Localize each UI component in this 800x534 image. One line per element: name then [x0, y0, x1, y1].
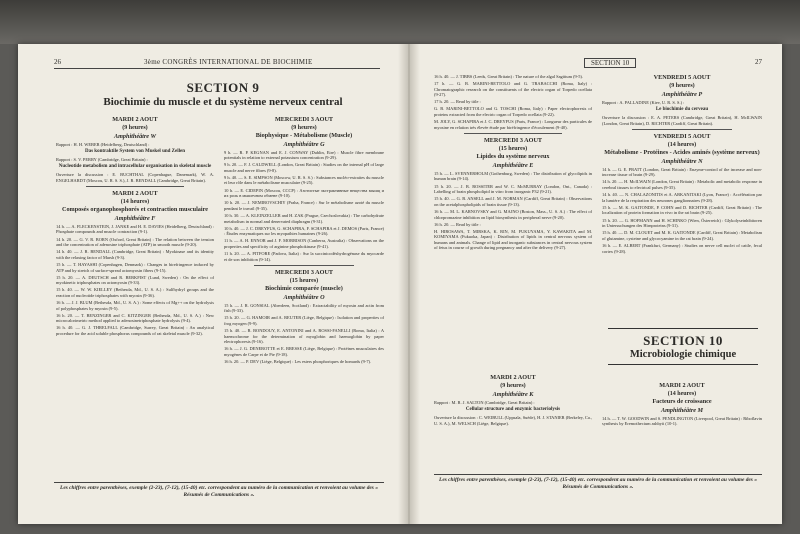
session-time: (14 heures) — [667, 391, 697, 397]
session-topic: Biophysique - Métabolisme (Muscle) — [255, 132, 353, 139]
talk-entry: 15 h. 20. — J. B. ROSSITER and W. C. McMURRAY (London, Ont., Canada) : Labelling of brain phospholipid in vitro from inorganic P32 (9-21). — [434, 183, 592, 195]
top-shadow — [0, 0, 800, 44]
right-footnote: Les chiffres entre parenthèses, exemple (2-23), (7-12), (15-40) etc. correspondent au numéro de la communication et renvoient au volume des « Résumés de Communications ». — [434, 474, 762, 491]
session-time: (9 heures) — [122, 125, 148, 131]
amphitheatre: Amphithéâtre N — [661, 157, 703, 165]
rapport: Rapport : H. H. WEBER (Heidelberg, Deutschland) : — [56, 142, 150, 147]
talk-entry: 9 h. 40. — S. E. SIMPSON (Moscow, U. R. S. S.) : Substances nucléo-extraites du muscle et leur rôle dans le métabolisme musculaire (9-25). — [224, 174, 384, 186]
amphitheatre: Amphithéâtre W — [113, 133, 156, 140]
session-time: (9 heures) — [669, 83, 695, 89]
divider — [632, 129, 732, 130]
report-topic: Cellular structure and enzymic bacteriolysis — [465, 407, 561, 413]
section9-title: SECTION 9 — [186, 80, 260, 95]
section10-subtitle: Microbiologie chimique — [629, 349, 737, 360]
rapport: Rapport : A. PALLADINE (Kiev, U. R. S. S.) : — [602, 100, 685, 105]
talk-entry: 10 h. — E. CIDEPIN (Moscou, CCCP) : Азотистые экстрактивные вещества мышц и их роль в мышечном обмене (9-10). — [224, 187, 384, 199]
report-topic: Das kontraktile System von Muskel und Zellen — [84, 149, 185, 155]
report-topic: Le biochimie du cerveau — [655, 107, 709, 113]
divider — [254, 265, 354, 266]
session-time: (9 heures) — [291, 125, 317, 131]
day-heading: MARDI 2 AOUT — [659, 382, 705, 389]
talk-entry: 15 h. — J. R. GONSIAL (Aberdeen, Scotland) : Extractability of myosin and actin from fish (9-33). — [224, 302, 384, 314]
left-column-1 — [56, 116, 214, 338]
session-time: (15 heures) — [289, 278, 319, 285]
session-time: (14 heures) — [120, 199, 150, 206]
day-heading: VENDREDI 5 AOUT — [653, 74, 711, 81]
talk-entry: 16 h. — E. ALBERT (Frankfurt, Germany) : Studies on nerve cell nuclei of cattle, fecal cortex (9-28). — [602, 242, 762, 254]
right-page — [418, 44, 782, 524]
discussion: Ouverture la discussion : E. A. PETERS (Cambridge, Great Britain), H. McILWAIN (London, Great Britain), D. RICHTER (Cardiff, Great Britain). — [602, 115, 762, 126]
section9-heading — [58, 80, 388, 108]
talk-entry: 11 h. — A. H. ENNOR and J. F. MORRISON (Canberra, Australia) : Observations on the properties and specificity of arginine phosphokinase (9-41). — [224, 238, 384, 249]
section9-subtitle: Biochimie du muscle et du système nerveux central — [103, 96, 343, 108]
talk-entry: 14 h. 40. — N. CHALAZONITIS et A. ARKANITAKI (Lyon, France) : Accélération par la lumière de la respiration des neurones ganglionnaires (9-28). — [602, 192, 762, 203]
rapport: Rapport : S. V. PERRY (Cambridge, Great Britain) : — [56, 157, 148, 163]
session-topic: Biochimie comparée (muscle) — [265, 285, 343, 293]
talk-entry: 14 h. 40. — J. R. BENDALL (Cambridge, Great Britain) : Myokinase and its identity with the relaxing factor of Marsh (9-3). — [56, 249, 214, 260]
right-page-number: 27 — [755, 58, 762, 66]
talk-entry: 16 h. — M. L. KARNOVSKY and G. MAJNO (Boston, Mass., U. S. A.) : The effect of chlorpromazine inhibition on lipid biosynthesis in peripheral nerve (9-20). — [434, 208, 592, 220]
session-topic: Facteurs de croissance — [652, 398, 712, 405]
talk-entry: 17 h. 20. — Read by title : — [434, 99, 481, 105]
right-header — [434, 58, 762, 68]
talk-entry: 16 h. — J. G. DENEROTTE et E. BRESSE (Liège, Belgique) : Protéines musculaires des myogènes de Carpe et de Pie (9-18). — [224, 346, 384, 357]
talk-entry: 15 h. 40. — R. BONDOUY, E. ANTONINI and A. ROSSI-FANELLI (Roma, Italia) : A haemochrome for the determination of myoglobin and haemoglobin by paper electrophoresis (9-16). — [224, 328, 384, 345]
talk-entry: 15 h. — L. SVENNERHOLM (Gothenburg, Sweden) : The distribution of glycolipids in human brain (9-14). — [434, 170, 592, 182]
talk-entry: 10 h. 20. — J. NEMIROVSCHIY (Praha, France) : Sur le métabolisme azoté du muscle pendant le travail (9-35). — [224, 200, 384, 211]
rapport: Rapport : M. R. J. SALTON (Cambridge, Great Britain) : — [434, 400, 535, 405]
discussion: Ouverture la discussion : C. WEIBULL (Uppsala, Suède), H. J. STANIER (Berkeley, Ca., U. S. A.), M. WELSCH (Liège, Belgique). — [434, 415, 592, 426]
left-column-2 — [224, 116, 384, 366]
left-page-number: 26 — [54, 58, 61, 66]
left-footnote: Les chiffres entre parenthèses, exemple (2-23), (7-12), (15-40) etc. correspondent au numéro de la communication et renvoient au volume des « Résumés de Communications ». — [54, 482, 384, 499]
right-column-1 — [434, 74, 592, 253]
talk-entry: 14 h. — G. E. PRATT (London, Great Britain) : Enzyme-control of the increase and non-increase tissue of brain (9-29). — [602, 166, 762, 178]
day-heading: MARDI 2 AOUT — [112, 116, 158, 123]
day-heading: MARDI 2 AOUT — [490, 374, 536, 381]
day-heading: VENDREDI 5 AOUT — [653, 133, 711, 141]
talk-entry: 16 h. 20. — T. BENZINGER and C. KITZINGER (Bethesda, Md., U. S. A.) : New microcalorimetric method applied to adenosinetriphosphate hydrolysis (9-4). — [56, 312, 214, 324]
left-page — [18, 44, 400, 524]
left-header — [54, 58, 380, 69]
session-time: (15 heures) — [498, 146, 528, 153]
day-heading: MERCREDI 3 AOUT — [274, 269, 334, 277]
amphitheatre: Amphithéâtre P — [661, 91, 703, 98]
talk-entry: 11 h. 20. — A. PITFORE (Padova, Italia) : Sur la succinicodéshydrogénase du myocarde et de son inhibition (9-14). — [224, 251, 384, 262]
talk-entry: 14 h. 20. — H. McILWAIN (London, Great Britain) : Metabolic and metabolic response in cerebral tissues to electrical pulses (9-35). — [602, 179, 762, 191]
session-time: (14 heures) — [667, 142, 697, 149]
session-topic: Métabolisme - Protéines - Acides aminés (système nerveux) — [604, 149, 760, 157]
talk-entry: 15 h. 20. — A. DEUTSCH and R. BERKFIST (Lund, Sweden) : On the effect of myokinetic triphosphates on actomyosin (9-33). — [56, 274, 214, 286]
talk-entry: 16 h. 40. — G. J. THRELFALL (Cambridge, Surrey, Great Britain) : An analytical procedure for the acid soluble phosphorus compounds of rat skeletal muscle (9-32). — [56, 325, 214, 336]
discussion: Ouverture la discussion : E. BUCHTHAL (Copenhague, Danemark), W. A. ENGELHARDT (Moscou, U. R. S. S.), J. R. BENDALL (Cambridge, Great Britain). — [56, 172, 214, 183]
amphitheatre: Amphithéâtre E — [492, 161, 534, 169]
talk-entry: 15 h. 20. — G. HAMOIR and A. REUTER (Liège, Belgique) : Isolation and properties of frog myogen (9-9). — [224, 315, 384, 326]
amphitheatre: Amphithéâtre F — [114, 214, 156, 222]
section-tab: SECTION 10 — [584, 58, 636, 68]
day-heading: MARDI 2 AOUT — [112, 190, 158, 198]
session-topic: Lipides du système nerveux — [476, 153, 550, 161]
talk-entry: G. B. MARINI-BETTOLO and G. TOSCHI (Roma, Italy) : Paper electrophoresis of proteins extracted from the electric organ of Torpedo ocellata (9-22). — [434, 106, 592, 118]
talk-entry: 16 h. — J. J. BLUM (Bethesda, Md., U. S. A.) : Some effects of Mg++ on the hydrolysis of polyphosphates by myosin (9-5). — [56, 300, 214, 311]
divider — [86, 186, 184, 187]
talk-entry: 14 h. — A. FLECKENSTEIN, J. JANKE and H. E. DAVIES (Heidelberg, Deutschland) : Phosphate compounds and muscle contraction (9-1). — [56, 223, 214, 235]
day-heading: MERCREDI 3 AOUT — [483, 137, 543, 145]
talk-entry: 9 h. — R. P. KEGNAN and E. J. CONWAY (Dublin, Eire) : Muscle fibre membrane potentials in relation to external potassium concentration (9-29). — [224, 149, 384, 161]
session-time: (9 heures) — [500, 383, 526, 389]
report-topic: Nucleotide metabolism and intracellular organisation in skeletal muscle — [58, 164, 212, 170]
talk-entry: 15 h. 20. — G. HOFMANN and H. SCHINKO (Wien, Österreich) : Glykolyseinhibitoren in Untersuchungen des Hirnproteins (9-31). — [602, 217, 762, 229]
section10-column-1 — [434, 374, 592, 428]
talk-entry: 15 h. 40. — G. B. ANSELL and J. M. NORMAN (Cardiff, Great Britain) : Observations on the acetalphospholipids of brain tissue (9-13). — [434, 196, 592, 207]
talk-entry: 16 h. 40. — J. TIBBS (Leeds, Great Britain) : The nature of the algal Sagittum (9-5). — [434, 74, 583, 79]
right-column-2 — [602, 74, 762, 256]
talk-entry: H. HIROSAWA, T. MIRSKA, K. RIN, M. FUKUYAMA, Y. KAWAKITA and M. KOMIYAMA (Fukuoka, Japan) : Distribution of lipids in central nervous system of humans and animals. Change of lipid and inorganic substances in central nervous system of fetus in course of growth during pregnancy and after the delivery (9-27). — [434, 228, 592, 251]
talk-entry: 16 h. 20. — Read by title : — [434, 221, 481, 227]
book-gutter — [398, 44, 420, 524]
talk-entry: 16 h. 20. — P. DEV (Liège, Belgique) : Les esters phosphoriques de homards (9-7). — [224, 359, 372, 365]
open-book — [18, 44, 782, 524]
section10-title: SECTION 10 — [643, 333, 723, 348]
amphitheatre: Amphithéâtre G — [283, 140, 325, 148]
talk-entry: 10 h. 40. — J. C. DREYFUS, G. SCHAPIRA, F. SCHAPIRA et J. DEMOS (Paris, France) : Études enzymatiques sur les myopathies humaines (9-26). — [224, 225, 384, 237]
talk-entry: 17 h. — G. B. MARINI-BETTOLO and G. TRABACCHI (Roma, Italy) : Chromatographic research on the constituents of the electric organ of Torpedo ocellata (9-27). — [434, 81, 592, 98]
talk-entry: 14 h. 20. — G. V. R. BORN (Oxford, Great Britain) : The relation between the tension and the concentration of adenosine triphosphate (ATP) in smooth muscle (9-20). — [56, 236, 214, 248]
day-heading: MERCREDI 3 AOUT — [274, 116, 334, 123]
running-title: 3ème CONGRÈS INTERNATIONAL DE BIOCHIMIE — [144, 58, 313, 66]
amphitheatre: Amphithéâtre O — [283, 293, 325, 301]
divider — [464, 133, 562, 134]
talk-entry: M. JOLY, G. SCHAPIRA et J. C. DREYFUS (Paris, France) : Longueur des particules de myosine en relation très élevée étude par biréfringence d'écoulement (9-40). — [434, 119, 592, 130]
section10-column-2 — [602, 382, 762, 428]
talk-entry: 9 h. 20. — F. J. CALDWELL (London, Great Britain) : Studies on the internal pH of large muscle and nerve fibres (9-8). — [224, 162, 384, 173]
talk-entry: 10 h. 30. — A. KLEINZELLER and H. ZAK (Prague, Czechoslovakia) : The carbohydrate metabolism in normal and denervated diaphragm (9-31). — [224, 212, 384, 224]
talk-entry: 14 h. — T. W. GOODWIN and S. PENDLINGTON (Liverpool, Great Britain) : Riboflavin synthesis by Eremothecium ashbyii (10-1). — [602, 415, 762, 427]
talk-entry: 15 h. 40. — D. M. CLOUET and M. K. GAITONDE (Cardiff, Great Britain) : Metabolism of glutamine, cysteine and glycocyamine in the rat brain (9-24). — [602, 230, 762, 241]
talk-entry: 15 h. — M. K. GAITONDE, P. COHN and D. RICHTER (Cardiff, Great Britain) : The localization of protein formation in vivo in the rat brain (9-25). — [602, 204, 762, 216]
talk-entry: 15 h. 40. — W. W. KIELLEY (Bethesda, Md., U. S. A.) : Sulfhydryl groups and the reaction of nucleotide triphosphates with myosin (9-36). — [56, 287, 214, 298]
amphitheatre: Amphithéâtre M — [660, 406, 704, 414]
amphitheatre: Amphithéâtre K — [492, 391, 534, 398]
talk-entry: 15 h. — T. HAYASHI (Copenhagen, Denmark) : Changes in birefringence induced by ATP and by stretch of surface-spread actomyosin fibers (9-15). — [56, 261, 214, 273]
session-topic: Composés organophosphorés et contraction musculaire — [62, 206, 208, 214]
section10-heading — [608, 328, 758, 365]
